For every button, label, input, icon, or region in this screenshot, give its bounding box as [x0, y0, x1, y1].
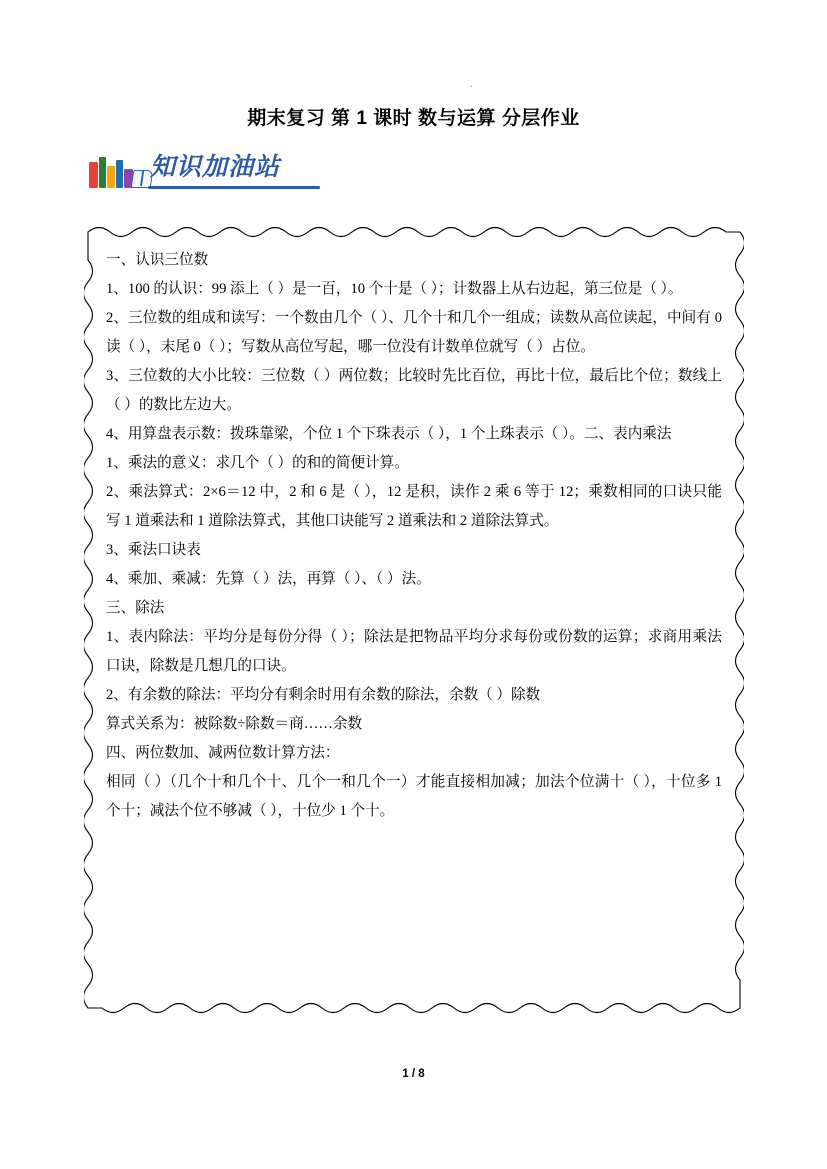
section-heading-4: 四、两位数加、减两位数计算方法：: [106, 745, 340, 761]
section-2-item-1: 1、乘法的意义：求几个（ ）的和的简便计算。: [106, 455, 409, 471]
content-box: [84, 222, 744, 1018]
page-number: 1 / 8: [402, 1068, 425, 1080]
section-2-item-2: 2、乘法算式：2×6＝12 中，2 和 6 是（ ），12 是积，读作 2 乘 6 等于 12；乘数相同的口诀只能写 1 道乘法和 1 道除法算式，其他口诀能写 2 道乘法和 2 道除法算式。: [106, 484, 722, 529]
section-heading-3: 三、除法: [106, 600, 165, 616]
section-2-item-4: 4、乘加、乘减：先算（ ）法，再算（ ）、（ ）法。: [106, 571, 431, 587]
section-heading-1: 一、认识三位数: [106, 252, 209, 268]
section-3-item-1: 1、表内除法：平均分是每份分得（ ）；除法是把物品平均分求每份或份数的运算；求商用乘法口诀，除数是几想几的口诀。: [106, 629, 722, 674]
section-2-item-3: 3、乘法口诀表: [106, 542, 201, 558]
section-1-item-3: 3、三位数的大小比较：三位数（ ）两位数；比较时先比百位，再比十位，最后比个位；数线上（ ）的数比左边大。: [106, 368, 722, 413]
knowledge-banner: [88, 150, 328, 192]
banner-label: 知识加油站: [150, 153, 281, 181]
books-icon: [88, 152, 150, 188]
section-1-item-4: 4、用算盘表示数：拨珠靠梁，个位 1 个下珠表示（ ），1 个上珠表示（ ）。二、表内乘法: [106, 426, 672, 442]
page-title: 期末复习 第 1 课时 数与运算 分层作业: [247, 108, 580, 129]
section-3-item-2: 2、有余数的除法：平均分有剩余时用有余数的除法，余数（ ）除数: [106, 687, 541, 703]
page-dot-mark: ·: [470, 82, 474, 93]
section-1-item-1: 1、100 的认识：99 添上（ ）是一百，10 个十是（ ）；计数器上从右边起，第三位是（ ）。: [106, 281, 683, 297]
section-3-item-3: 算式关系为：被除数÷除数＝商……余数: [106, 716, 363, 732]
exercise-content: [106, 246, 722, 826]
banner-underline: [148, 186, 320, 189]
section-1-item-2: 2、三位数的组成和读写：一个数由几个（ ）、几个十和几个一组成；读数从高位读起，中间有 0 读（ ），末尾 0（ ）；写数从高位写起，哪一位没有计数单位就写（ ）占位。: [106, 310, 722, 355]
section-4-item-1: 相同（ ）（几个十和几个十、几个一和几个一）才能直接相加减；加法个位满十（ ），十位多 1 个十；减法个位不够减（ ），十位少 1 个十。: [106, 774, 722, 819]
